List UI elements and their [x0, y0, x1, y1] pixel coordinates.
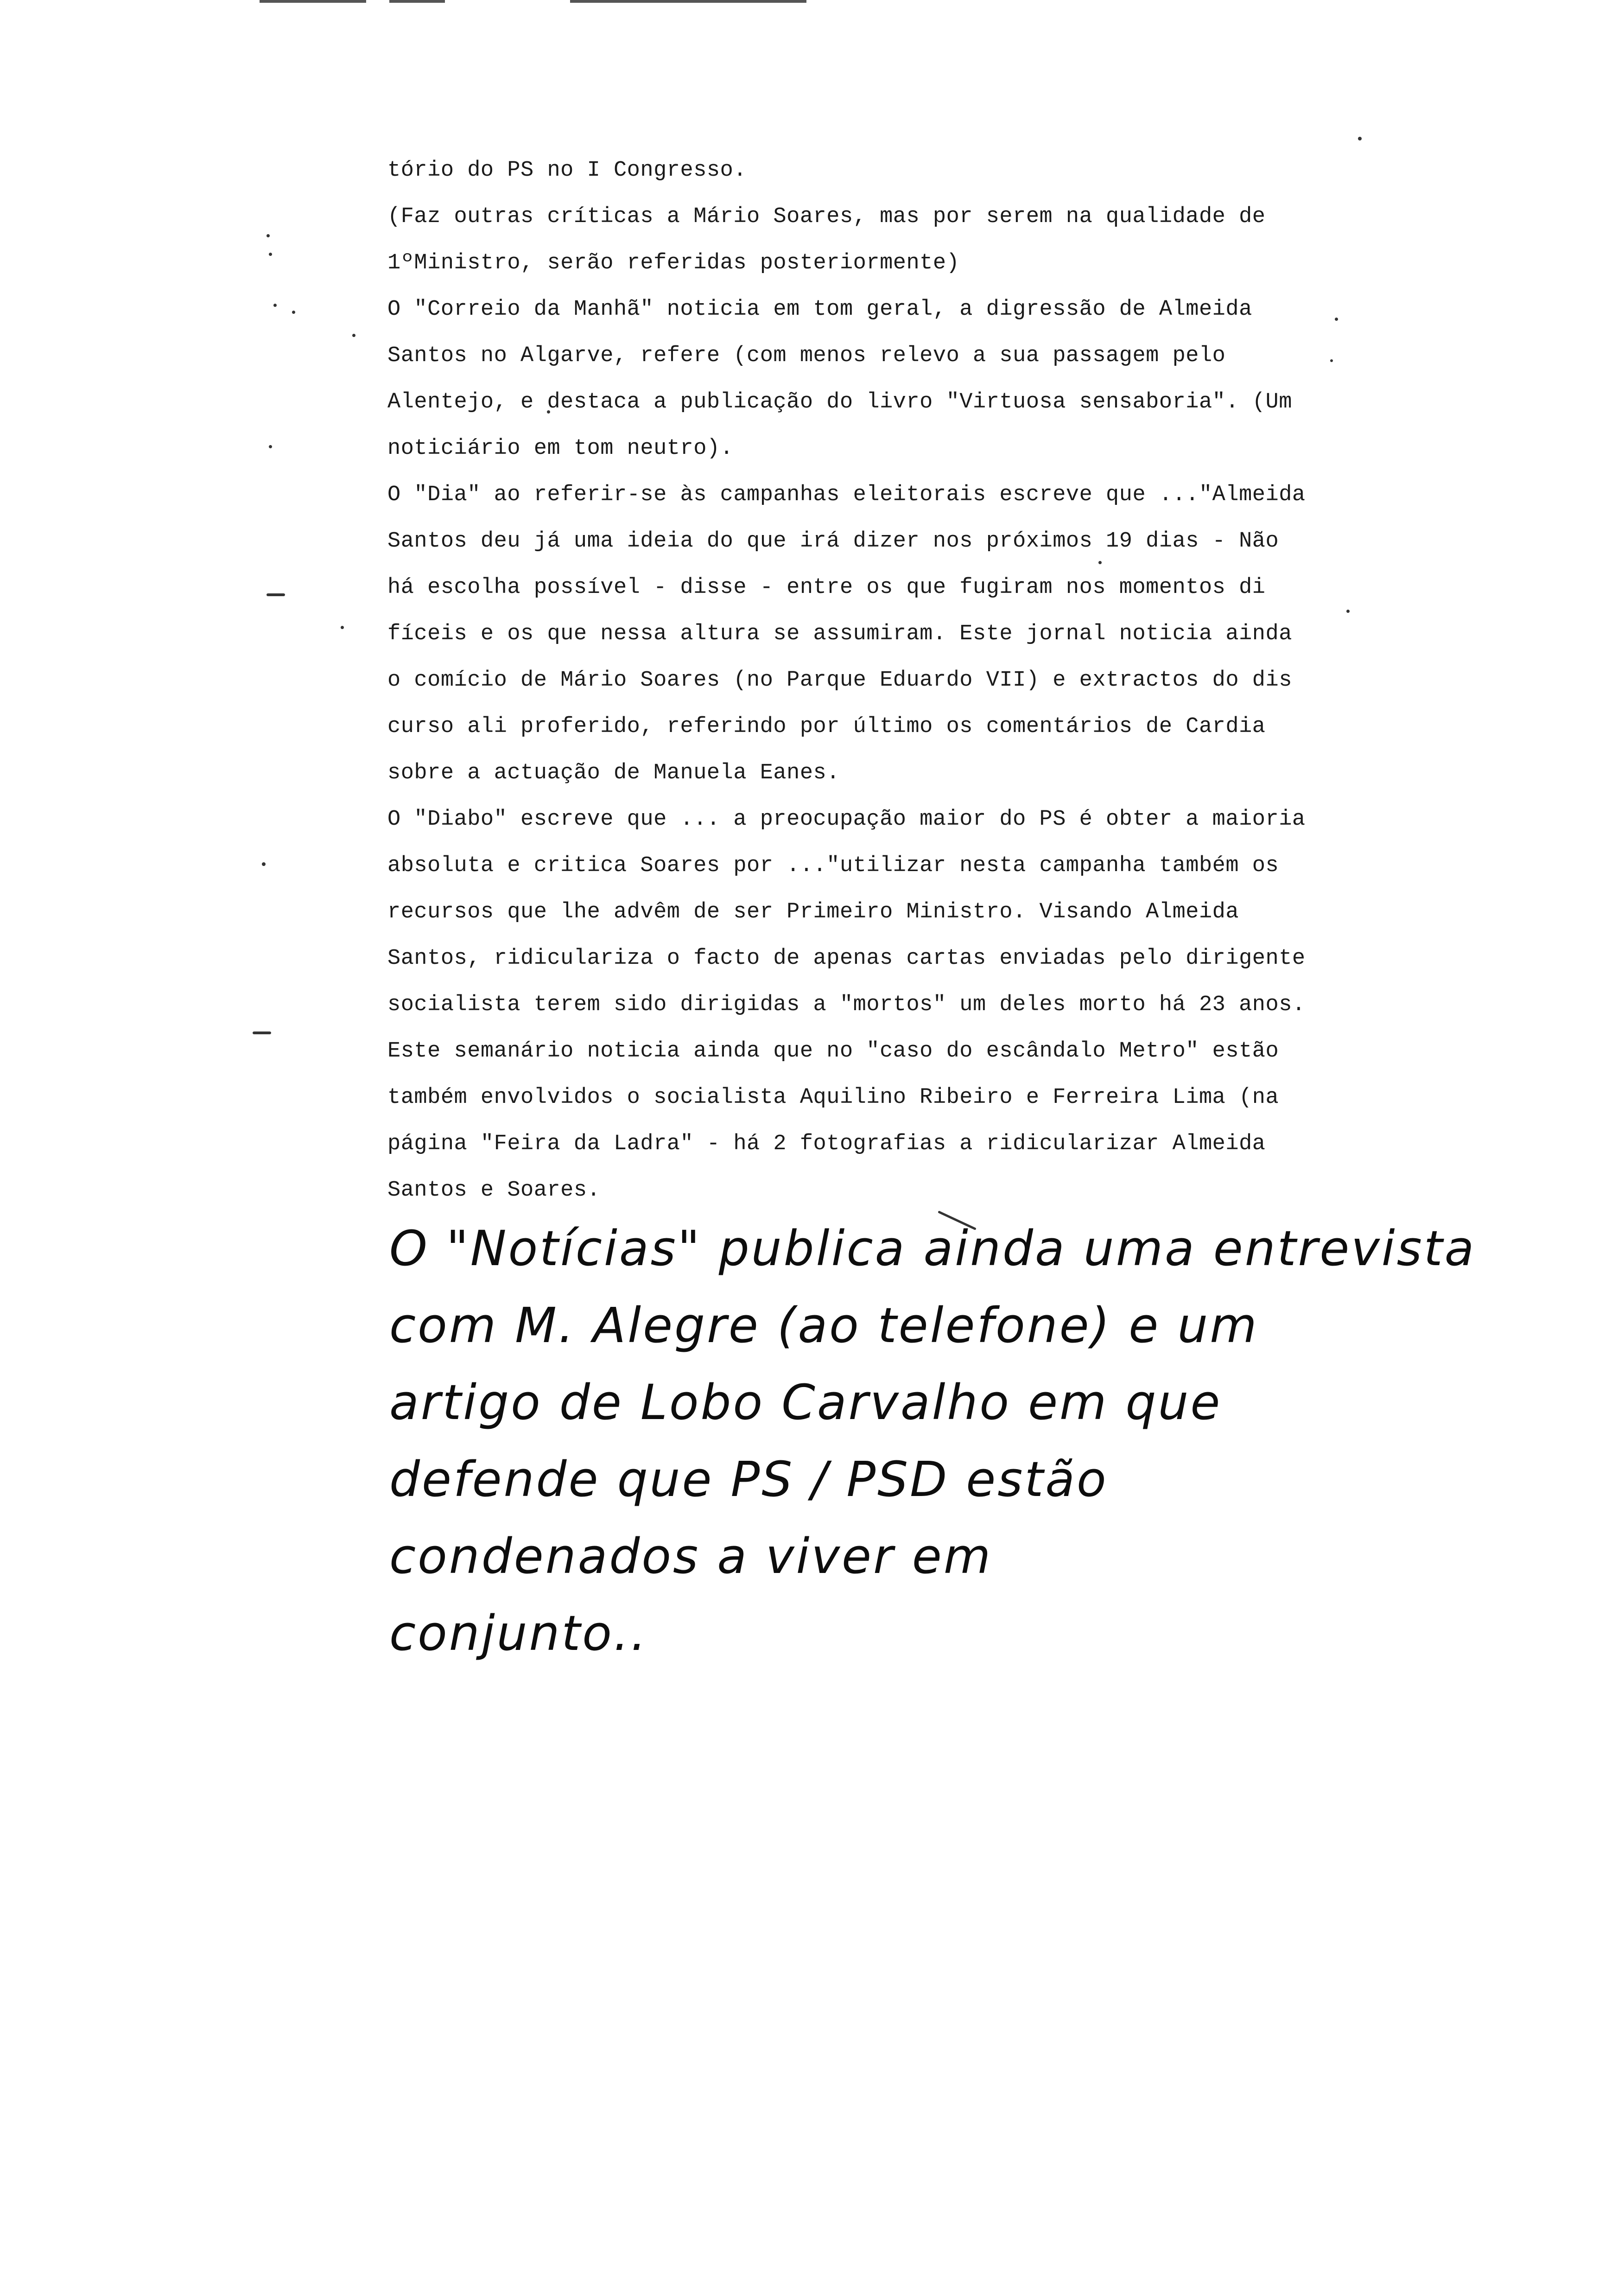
typed-line: socialista terem sido dirigidas a "mortos" um deles morto há 23 anos. [387, 993, 1306, 1017]
typed-line: tório do PS no I Congresso. [387, 158, 747, 183]
scan-speck [266, 234, 270, 237]
scan-speck [352, 334, 355, 337]
typed-line: também envolvidos o socialista Aquilino Ribeiro e Ferreira Lima (na [387, 1085, 1279, 1110]
scan-edge-mark [570, 0, 806, 3]
handwritten-line: defende que PS / PSD estão [389, 1451, 1108, 1508]
typed-line: Alentejo, e destaca a publicação do livro "Virtuosa sensaboria". (Um [387, 390, 1292, 414]
typed-line: sobre a actuação de Manuela Eanes. [387, 761, 840, 785]
scan-speck [273, 304, 277, 307]
scan-edge-mark [389, 0, 445, 3]
typed-line: página "Feira da Ladra" - há 2 fotografias a ridicularizar Almeida [387, 1132, 1266, 1156]
scan-speck [262, 862, 266, 866]
scan-speck [253, 1031, 271, 1034]
typed-line: (Faz outras críticas a Mário Soares, mas por serem na qualidade de [387, 204, 1266, 229]
typed-line: Santos, ridiculariza o facto de apenas cartas enviadas pelo dirigente [387, 946, 1306, 971]
scan-speck [292, 311, 295, 314]
scan-speck [269, 445, 272, 448]
handwritten-line: condenados a viver em [389, 1528, 993, 1585]
scan-speck [1358, 137, 1362, 140]
scan-speck [266, 593, 285, 596]
typed-line: O "Correio da Manhã" noticia em tom geral, a digressão de Almeida [387, 297, 1252, 322]
typed-line: O "Dia" ao referir-se às campanhas eleitorais escreve que ..."Almeida [387, 483, 1306, 507]
typed-line: Santos deu já uma ideia do que irá dizer nos próximos 19 dias - Não [387, 529, 1279, 554]
handwritten-note [389, 1210, 1476, 1672]
scan-edge-mark [260, 0, 366, 3]
scan-speck [341, 626, 344, 629]
typed-line: Santos no Algarve, refere (com menos relevo a sua passagem pelo [387, 344, 1226, 368]
typed-line: Este semanário noticia ainda que no "caso do escândalo Metro" estão [387, 1039, 1279, 1063]
typed-line: curso ali proferido, referindo por último os comentários de Cardia [387, 714, 1266, 739]
typed-line: 1ºMinistro, serão referidas posteriormente) [387, 251, 960, 275]
typed-line: o comício de Mário Soares (no Parque Eduardo VII) e extractos do dis [387, 668, 1292, 693]
typed-line: noticiário em tom neutro). [387, 436, 734, 461]
handwritten-line: artigo de Lobo Carvalho em que [389, 1374, 1222, 1431]
typed-line: há escolha possível - disse - entre os que fugiram nos momentos di [387, 575, 1266, 600]
typed-line: recursos que lhe advêm de ser Primeiro Ministro. Visando Almeida [387, 900, 1239, 924]
scan-speck [269, 253, 272, 256]
handwritten-line: O "Notícias" publica ainda uma entrevista [389, 1220, 1476, 1277]
handwritten-line: com M. Alegre (ao telefone) e um [389, 1297, 1259, 1354]
typed-text-block [387, 147, 1351, 1214]
typed-line: fíceis e os que nessa altura se assumiram. Este jornal noticia ainda [387, 622, 1292, 646]
typed-line: O "Diabo" escreve que ... a preocupação maior do PS é obter a maioria [387, 807, 1306, 832]
handwritten-line: conjunto.. [389, 1605, 648, 1662]
typed-line: absoluta e critica Soares por ..."utilizar nesta campanha também os [387, 853, 1279, 878]
typed-line: Santos e Soares. [387, 1178, 601, 1203]
